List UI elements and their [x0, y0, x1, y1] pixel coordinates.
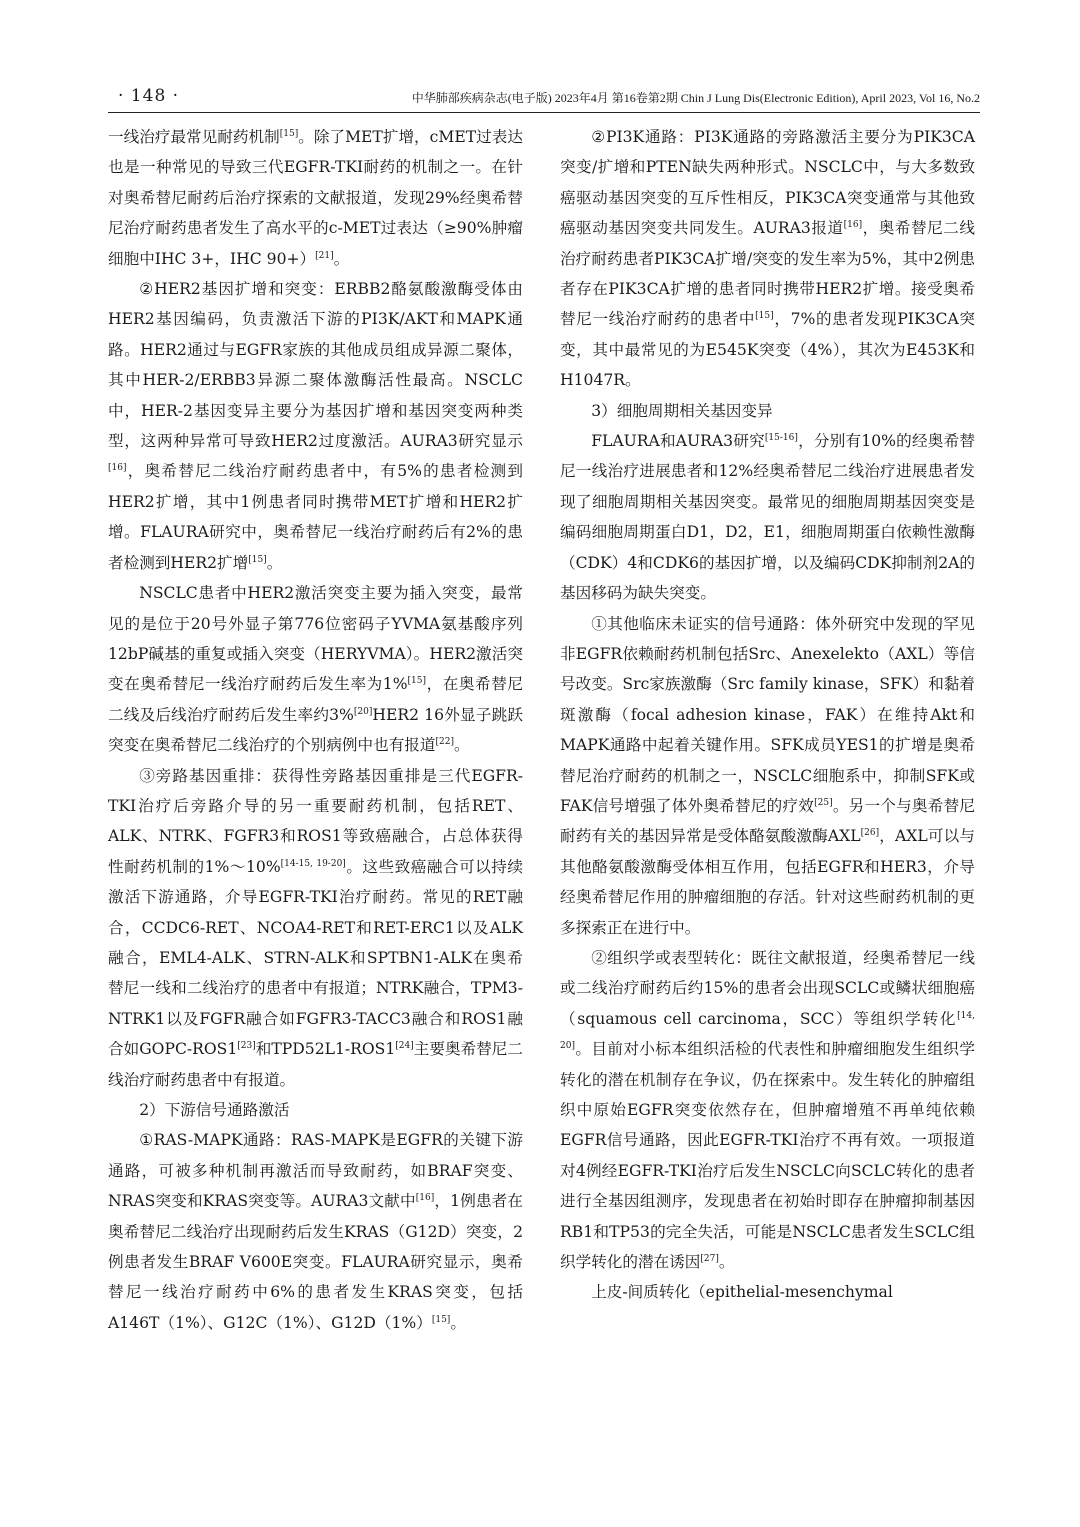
citation-marker: [16] [108, 463, 127, 474]
citation-marker: [22] [435, 737, 454, 748]
citation-marker: [15] [279, 129, 299, 139]
running-title: 中华肺部疾病杂志(电子版) 2023年4月 第16卷第2期 Chin J Lung Dis(Electronic Edition), April 2023, Vol 16, No.2 [411, 91, 980, 105]
citation-marker: [14-15, 19-20] [280, 858, 346, 869]
citation-marker: [21] [315, 250, 334, 261]
paragraph: ①其他临床未证实的信号通路：体外研究中发现的罕见非EGFR依赖耐药机制包括Src、Anexelekto（AXL）等信号改变。Src家族激酶（Src family kinase，SFK）和黏着斑激酶（focal adhesion kinase，FAK）在维持Akt和MAPK通路中起着关键作用。SFK成员YES1的扩增是奥希替尼治疗耐药的机制之一，NSCLC细胞系中，抑制SFK或FAK信号增强了体外奥希替尼的疗效[25]。另一个与奥希替尼耐药有关的基因异常是受体酪氨酸激酶AXL[26]，AXL可以与其他酪氨酸激酶受体相互作用，包括EGFR和HER3，介导经奥希替尼作用的肿瘤细胞的存活。针对这些耐药机制的更多探索正在进行中。 [560, 614, 976, 937]
citation-marker: [15] [755, 311, 774, 322]
paragraph: ②PI3K通路：PI3K通路的旁路激活主要分为PIK3CA突变/扩增和PTEN缺失两种形式。NSCLC中，与大多数致癌驱动基因突变的互斥性相反，PIK3CA突变通常与其他致癌驱动基因突变共同发生。AURA3报道[16]，奥希替尼二线治疗耐药患者PIK3CA扩增/突变的发生率为5%，其中2例患者存在PIK3CA扩增的患者同时携带HER2扩增。接受奥希替尼一线治疗耐药的患者中[15]，7%的患者发现PIK3CA突变，其中最常见的为E545K突变（4%），其次为E453K和H1047R。 [560, 128, 975, 390]
citation-marker: [27] [700, 1254, 719, 1265]
paragraph: ①RAS-MAPK通路：RAS-MAPK是EGFR的关键下游通路，可被多种机制再激活而导致耐药，如BRAF突变、NRAS突变和KRAS突变等。AURA3文献中[16]，1例患者在奥希替尼二线治疗出现耐药后发生KRAS（G12D）突变，2例患者发生BRAF V600E突变。FLAURA研究显示，奥希替尼一线治疗耐药中6%的患者发生KRAS突变，包括A146T（1%）、G12C（1%）、G12D（1%）[15]。 [108, 1131, 524, 1332]
paragraph: FLAURA和AURA3研究[15-16]，分别有10%的经奥希替尼一线治疗进展患者和12%经奥希替尼二线治疗进展患者发现了细胞周期相关基因突变。最常见的细胞周期基因突变是编码细胞周期蛋白D1，D2，E1，细胞周期蛋白依赖性激酶（CDK）4和CDK6的基因扩增，以及编码CDK抑制剂2A的基因移码为缺失突变。 [560, 432, 975, 603]
citation-marker: [15] [248, 554, 267, 565]
page-header [108, 86, 980, 112]
header-rule [108, 112, 980, 113]
citation-marker: [15-16] [764, 433, 798, 444]
section-heading: 3）细胞周期相关基因变异 [591, 401, 773, 420]
paragraph: ②组织学或表型转化：既往文献报道，经奥希替尼一线或二线治疗耐药后约15%的患者会出现SCLC或鳞状细胞癌（squamous cell carcinoma，SCC）等组织学转化[14, 20]。目前对小标本组织活检的代表性和肿瘤细胞发生组织学转化的潜在机制存在争议，仍在探索中。发生转化的肿瘤组织中原始EGFR突变依然存在，但肿瘤增殖不再单纯依赖EGFR信号通路，因此EGFR-TKI治疗不再有效。一项报道对4例经EGFR-TKI治疗后发生NSCLC向SCLC转化的患者进行全基因组测序，发现患者在初始时即存在肿瘤抑制基因RB1和TP53的完全失活，可能是NSCLC患者发生SCLC组织学转化的潜在诱因[27]。 [560, 948, 975, 1272]
citation-marker: [26] [860, 828, 880, 839]
left-column [108, 122, 523, 1338]
paragraph: 一线治疗最常见耐药机制[15]。除了MET扩增，cMET过表达也是一种常见的导致三代EGFR-TKI耐药的机制之一。在针对奥希替尼耐药后治疗探索的文献报道，发现29%经奥希替尼治疗耐药患者发生了高水平的c-MET过表达（≥90%肿瘤细胞中IHC 3+，IHC 90+）[21]。 [108, 128, 523, 268]
right-column [560, 122, 975, 1308]
citation-marker: [23] [237, 1041, 256, 1052]
section-heading: 2）下游信号通路激活 [139, 1101, 290, 1119]
citation-marker: [25] [814, 797, 833, 808]
paragraph: ②HER2基因扩增和突变：ERBB2酪氨酸激酶受体由HER2基因编码，负责激活下游的PI3K/AKT和MAPK通路。HER2通过与EGFR家族的其他成员组成异源二聚体，其中HER-2/ERBB3异源二聚体激酶活性最高。NSCLC中，HER-2基因变异主要分为基因扩增和基因突变两种类型，这两种异常可导致HER2过度激活。AURA3研究显示[16]，奥希替尼二线治疗耐药患者中，有5%的患者检测到HER2扩增，其中1例患者同时携带MET扩增和HER2扩增。FLAURA研究中，奥希替尼一线治疗耐药后有2%的患者检测到HER2扩增[15]。 [108, 280, 523, 572]
paragraph: ③旁路基因重排：获得性旁路基因重排是三代EGFR-TKI治疗后旁路介导的另一重要耐药机制，包括RET、ALK、NTRK、FGFR3和ROS1等致癌融合，占总体获得性耐药机制的1%～10%[14-15, 19-20]。这些致癌融合可以持续激活下游通路，介导EGFR-TKI治疗耐药。常见的RET融合，CCDC6-RET、NCOA4-RET和RET-ERC1以及ALK融合，EML4-ALK、STRN-ALK和SPTBN1-ALK在奥希替尼一线和二线治疗的患者中有报道；NTRK融合，TPM3-NTRK1以及FGFR融合如FGFR3-TACC3融合和ROS1融合如GOPC-ROS1[23]和TPD52L1-ROS1[24]主要奥希替尼二线治疗耐药患者中有报道。 [108, 766, 523, 1089]
citation-marker: [16] [415, 1193, 435, 1204]
citation-marker: [24] [395, 1041, 414, 1052]
citation-marker: [14, 20] [560, 1010, 975, 1052]
paragraph: 上皮-间质转化（epithelial-mesenchymal [591, 1283, 893, 1302]
citation-marker: [15] [407, 676, 426, 687]
citation-marker: [15] [431, 1314, 451, 1325]
citation-marker: [20] [353, 706, 373, 717]
page-number: · 148 · [118, 86, 180, 106]
citation-marker: [16] [843, 220, 863, 231]
paragraph: NSCLC患者中HER2激活突变主要为插入突变，最常见的是位于20号外显子第776位密码子YVMA氨基酸序列12bP碱基的重复或插入突变（HERYVMA）。HER2激活突变在奥希替尼一线治疗耐药后发生率为1%[15]，在奥希替尼二线及后线治疗耐药后发生率约3%[20]HER2 16外显子跳跃突变在奥希替尼二线治疗的个别病例中也有报道[22]。 [108, 584, 523, 755]
